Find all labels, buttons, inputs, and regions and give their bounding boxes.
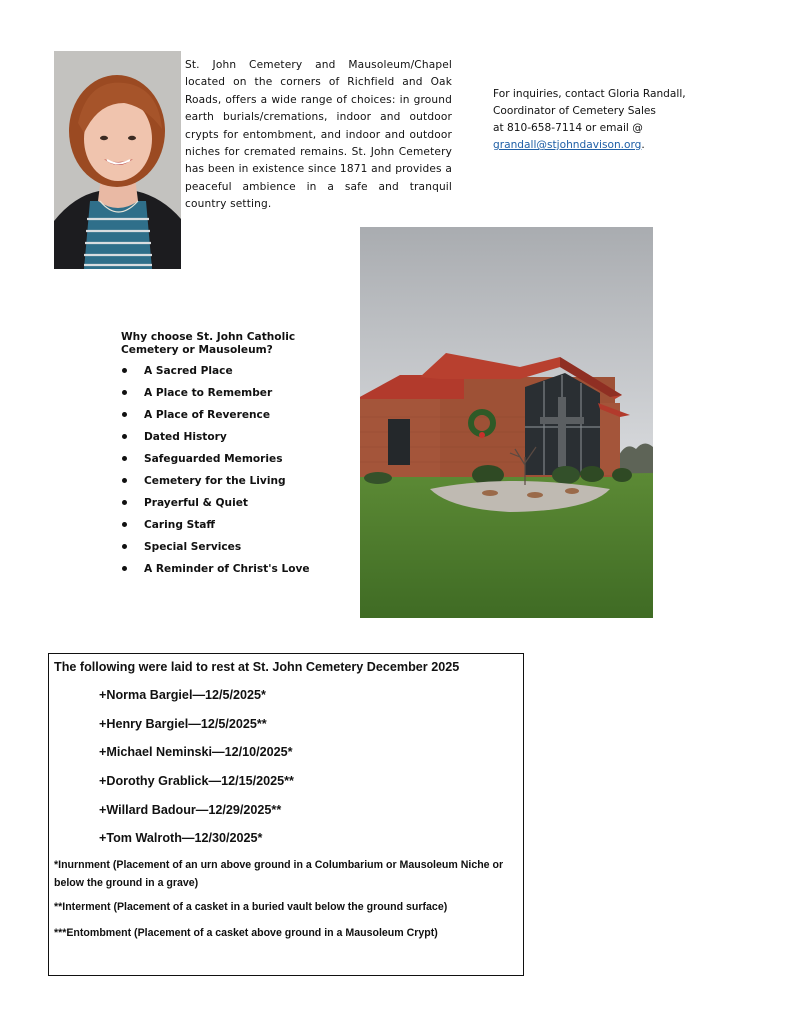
contact-email-suffix: . [641, 139, 645, 151]
bullet-icon [122, 412, 127, 417]
bullet-icon [122, 544, 127, 549]
chapel-illustration [360, 227, 653, 618]
list-item-label: A Reminder of Christ's Love [144, 563, 310, 575]
list-item-label: A Place to Remember [144, 387, 273, 399]
burial-entry: +Norma Bargiel—12/5/2025* [99, 688, 266, 702]
list-item-label: Special Services [144, 541, 242, 553]
burial-entry: +Dorothy Grablick—12/15/2025** [99, 774, 294, 789]
list-item-label: Prayerful & Quiet [144, 497, 248, 509]
why-choose-section [121, 331, 351, 584]
note-entombment: ***Entombment (Placement of a casket above ground in a Mausoleum Crypt) [54, 927, 438, 939]
contact-line-1: For inquiries, contact Gloria Randall, [493, 88, 686, 100]
burials-box [48, 653, 524, 976]
list-item [121, 496, 351, 518]
list-item [121, 452, 351, 474]
list-item-label: A Sacred Place [144, 365, 233, 377]
coordinator-portrait-illustration [54, 51, 181, 269]
list-item-label: Cemetery for the Living [144, 475, 286, 487]
bullet-icon [122, 456, 127, 461]
bullet-icon [122, 522, 127, 527]
list-item [121, 430, 351, 452]
list-item [121, 408, 351, 430]
bullet-icon [122, 434, 127, 439]
contact-email-link[interactable]: grandall@stjohndavison.org [493, 139, 642, 151]
burials-title: The following were laid to rest at St. John Cemetery December 2025 [54, 660, 460, 674]
burials-list [99, 687, 294, 859]
list-item [121, 386, 351, 408]
burial-entry: +Michael Neminski—12/10/2025* [99, 745, 293, 760]
note-interment: **Interment (Placement of a casket in a buried vault below the ground surface) [54, 901, 448, 913]
intro-paragraph: St. John Cemetery and Mausoleum/Chapel located on the corners of Richfield and Oak Roads, offers a wide range of choices: in ground earth burials/cremations, indoor and outdoor crypts for entombment, and indoor and outdoor niches for cremated remains. St. John Cemetery has been in existence since 1871 and provides a peaceful ambience in a safe and tranquil country setting. [185, 59, 452, 211]
list-item-label: A Place of Reverence [144, 409, 271, 421]
chapel-photo [360, 227, 653, 618]
bullet-icon [122, 368, 127, 373]
why-choose-title: Why choose St. John Catholic Cemetery or Mausoleum? [121, 331, 296, 356]
bullet-icon [122, 390, 127, 395]
list-item-label: Caring Staff [144, 519, 216, 531]
burial-entry: +Tom Walroth—12/30/2025* [99, 831, 263, 846]
contact-line-2: Coordinator of Cemetery Sales [493, 105, 656, 117]
bullet-icon [122, 566, 127, 571]
bullet-icon [122, 478, 127, 483]
burial-entry: +Henry Bargiel—12/5/2025** [99, 716, 267, 731]
list-item [121, 474, 351, 496]
contact-email-line [493, 137, 723, 154]
list-item [121, 562, 351, 584]
burial-notes [54, 856, 514, 940]
contact-line-3: at 810-658-7114 or email @ [493, 122, 643, 134]
note-inurnment: *Inurnment (Placement of an urn above ground in a Columbarium or Mausoleum Niche or below the ground in a grave) [54, 859, 504, 889]
contact-block [493, 86, 723, 154]
bullet-icon [122, 500, 127, 505]
burial-entry: +Willard Badour—12/29/2025** [99, 802, 282, 817]
list-item [121, 518, 351, 540]
coordinator-photo [54, 51, 181, 269]
list-item-label: Dated History [144, 431, 227, 443]
list-item-label: Safeguarded Memories [144, 453, 283, 465]
why-choose-list [121, 364, 351, 584]
list-item [121, 540, 351, 562]
list-item [121, 364, 351, 386]
